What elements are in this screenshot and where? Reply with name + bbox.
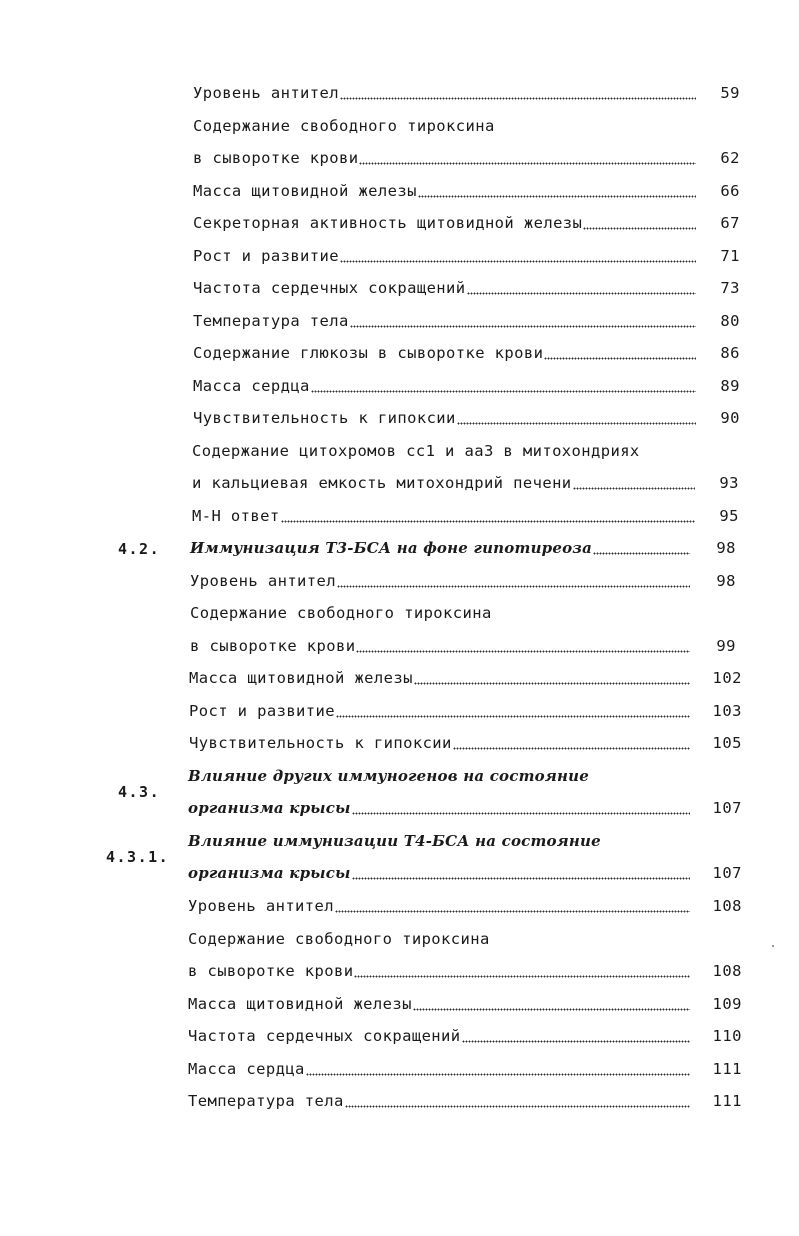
toc-line <box>188 1092 693 1114</box>
toc-page-number: 95 <box>719 507 739 525</box>
toc-title: Содержание свободного тироксина <box>193 117 495 135</box>
toc-line <box>188 995 693 1017</box>
dot-leader <box>544 356 696 360</box>
toc-title: Уровень антител <box>193 84 339 102</box>
toc-title: Частота сердечных сокращений <box>188 1027 461 1045</box>
toc-page-number: 107 <box>712 864 742 882</box>
toc-page-number: 62 <box>720 149 740 167</box>
toc-page-number: 108 <box>712 962 742 980</box>
toc-title: Содержание свободного тироксина <box>190 604 492 622</box>
toc-entry <box>0 438 799 470</box>
toc-line <box>193 279 699 301</box>
toc-line <box>188 1027 693 1049</box>
toc-line <box>188 864 693 886</box>
toc-line <box>189 734 693 756</box>
toc-section-title: организма крысы <box>188 799 351 817</box>
dot-leader <box>573 486 695 490</box>
toc-page-number: 103 <box>712 702 742 720</box>
toc-title: Содержание глюкозы в сыворотке крови <box>193 344 544 362</box>
toc-page-number: 73 <box>720 279 740 297</box>
toc-page-number: 67 <box>720 214 740 232</box>
toc-title: в сыворотке крови <box>188 962 354 980</box>
dot-leader <box>281 519 695 523</box>
toc-entry <box>0 405 799 437</box>
dot-leader <box>414 681 690 685</box>
toc-entry <box>0 275 799 307</box>
dot-leader <box>583 226 696 230</box>
dot-leader <box>335 909 690 913</box>
toc-entry <box>0 730 799 762</box>
toc-entry <box>0 795 799 827</box>
toc-line <box>193 149 699 171</box>
dot-leader <box>306 1072 690 1076</box>
toc-line <box>189 669 693 691</box>
toc-entry <box>0 1023 799 1055</box>
dot-leader <box>311 389 696 393</box>
section-number: 4.3.1. <box>106 848 170 866</box>
dot-leader <box>345 1104 690 1108</box>
toc-line <box>192 474 698 496</box>
section-number: 4.2. <box>118 540 161 558</box>
toc-line <box>193 312 699 334</box>
toc-line <box>190 572 693 594</box>
toc-line <box>193 182 699 204</box>
toc-title: Масса щитовидной железы <box>193 182 417 200</box>
dot-leader <box>462 1039 691 1043</box>
toc-page-number: 66 <box>720 182 740 200</box>
toc-title: Чувствительность к гипоксии <box>193 409 456 427</box>
toc-line <box>188 799 693 821</box>
toc-title: Секреторная активность щитовидной железы <box>193 214 583 232</box>
toc-title: и кальциевая емкость митохондрий печени <box>192 474 572 492</box>
toc-page-number: 89 <box>720 377 740 395</box>
toc-page-number: 108 <box>712 897 742 915</box>
toc-page-number: 107 <box>712 799 742 817</box>
toc-line <box>188 962 693 984</box>
toc-line <box>190 539 693 561</box>
toc-entry <box>0 178 799 210</box>
dot-leader <box>457 421 696 425</box>
toc-entry <box>0 991 799 1023</box>
toc-page-number: 110 <box>712 1027 742 1045</box>
toc-entry <box>0 958 799 990</box>
toc-title: Температура тела <box>188 1092 344 1110</box>
toc-entry <box>0 243 799 275</box>
toc-entry <box>0 470 799 502</box>
toc-section <box>0 535 799 567</box>
dot-leader <box>359 161 696 165</box>
toc-line <box>193 344 699 366</box>
dot-leader <box>467 291 697 295</box>
dot-leader <box>354 974 690 978</box>
toc-page-number: 86 <box>720 344 740 362</box>
toc-title: Масса щитовидной железы <box>188 995 412 1013</box>
toc-entry <box>0 80 799 112</box>
toc-entry <box>0 633 799 665</box>
toc-entry <box>0 1056 799 1088</box>
toc-entry <box>0 340 799 372</box>
toc-page-number: 98 <box>716 572 736 590</box>
toc-section-title: Иммунизация Т3-БСА на фоне гипотиреоза <box>190 539 593 557</box>
toc-line <box>188 1060 693 1082</box>
toc-entry <box>0 926 799 958</box>
toc-line <box>189 702 693 724</box>
toc-section-title: Влияние других иммуногенов на состояние <box>188 767 589 785</box>
dot-leader <box>340 259 696 263</box>
toc-line <box>192 442 640 464</box>
toc-line <box>193 214 699 236</box>
toc-page-number: 111 <box>712 1060 742 1078</box>
toc-line <box>192 507 698 529</box>
scan-speck <box>772 945 774 947</box>
toc-line <box>188 930 490 952</box>
toc-line <box>193 84 699 106</box>
toc-entry <box>0 373 799 405</box>
toc-page-number: 59 <box>720 84 740 102</box>
toc-page-number: 102 <box>712 669 742 687</box>
dot-leader <box>593 551 690 555</box>
toc-entry <box>0 568 799 600</box>
toc-line <box>190 637 693 659</box>
toc-line <box>188 897 693 919</box>
dot-leader <box>352 811 690 815</box>
toc-page-number: 111 <box>712 1092 742 1110</box>
dot-leader <box>352 876 690 880</box>
toc-page-number: 80 <box>720 312 740 330</box>
toc-entry <box>0 145 799 177</box>
dot-leader <box>336 714 690 718</box>
toc-line <box>188 832 601 854</box>
dot-leader <box>337 584 690 588</box>
toc-entry <box>0 698 799 730</box>
toc-line <box>193 377 699 399</box>
toc-entry <box>0 210 799 242</box>
section-number: 4.3. <box>118 783 161 801</box>
toc-entry <box>0 308 799 340</box>
toc-title: в сыворотке крови <box>193 149 359 167</box>
toc-title: в сыворотке крови <box>190 637 356 655</box>
toc-entry <box>0 113 799 145</box>
toc-title: М-Н ответ <box>192 507 280 525</box>
toc-line <box>190 604 492 626</box>
toc-title: Чувствительность к гипоксии <box>189 734 452 752</box>
toc-page-number: 109 <box>712 995 742 1013</box>
toc-title: Содержание свободного тироксина <box>188 930 490 948</box>
toc-entry <box>0 860 799 892</box>
toc-title: Рост и развитие <box>189 702 335 720</box>
dot-leader <box>413 1007 690 1011</box>
toc-title: Температура тела <box>193 312 349 330</box>
dot-leader <box>453 746 690 750</box>
toc-entry <box>0 893 799 925</box>
toc-title: Частота сердечных сокращений <box>193 279 466 297</box>
toc-line <box>193 409 699 431</box>
toc-page-number: 93 <box>719 474 739 492</box>
toc-page-number: 98 <box>716 539 736 557</box>
dot-leader <box>340 96 696 100</box>
toc-section-title: Влияние иммунизации Т4-БСА на состояние <box>188 832 601 850</box>
toc-entry <box>0 1088 799 1120</box>
toc-entry <box>0 503 799 535</box>
toc-title: Содержание цитохромов сс1 и аа3 в митохондриях <box>192 442 640 460</box>
dot-leader <box>418 194 696 198</box>
toc-title: Масса щитовидной железы <box>189 669 413 687</box>
toc-page-number: 71 <box>720 247 740 265</box>
dot-leader <box>356 649 690 653</box>
dot-leader <box>350 324 696 328</box>
toc-entry <box>0 600 799 632</box>
toc-line <box>188 767 589 789</box>
toc-line <box>193 247 699 269</box>
toc-title: Масса сердца <box>193 377 310 395</box>
toc-title: Рост и развитие <box>193 247 339 265</box>
toc-page-number: 105 <box>712 734 742 752</box>
toc-section-title: организма крысы <box>188 864 351 882</box>
toc-title: Масса сердца <box>188 1060 305 1078</box>
toc-page-number: 90 <box>720 409 740 427</box>
toc-entry <box>0 665 799 697</box>
toc-title: Уровень антител <box>190 572 336 590</box>
toc-line <box>193 117 495 139</box>
toc-title: Уровень антител <box>188 897 334 915</box>
toc-page-number: 99 <box>716 637 736 655</box>
